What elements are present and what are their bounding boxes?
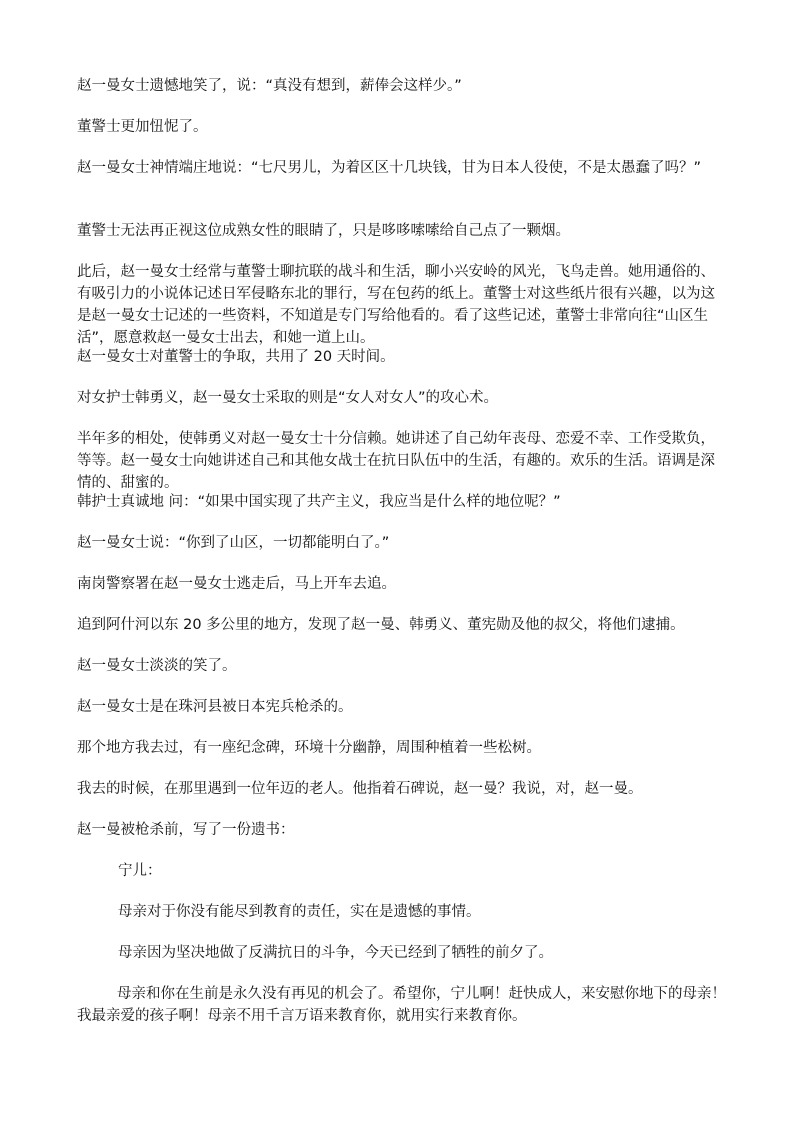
paragraph-2: 董警士更加忸怩了。 [77, 119, 208, 135]
letter-line-2: 母亲因为坚决地做了反满抗日的斗争，今天已经到了牺牲的前夕了。 [118, 945, 553, 961]
paragraph-17: 赵一曼被枪杀前，写了一份遗书： [77, 822, 295, 838]
paragraph-12: 追到阿什河以东 20 多公里的地方，发现了赵一曼、韩勇义、董宪勋及他的叔父，将他们逮捕。 [77, 617, 685, 633]
paragraph-5: 此后，赵一曼女士经常与董警士聊抗联的战斗和生活，聊小兴安岭的风光，飞鸟走兽。她用通俗的、有吸引力的小说体记述日军侵略东北的罪行，写在包药的纸上。董警士对这些纸片很有兴趣，以为这是赵一曼女士记述的一些资料，不知道是专门写给他看的。看了这些记述，董警士非常向往“山区生活”，愿意救赵一曼女士出去，和她一道上山。 [77, 264, 715, 346]
paragraph-14: 赵一曼女士是在珠河县被日本宪兵枪杀的。 [77, 699, 353, 715]
paragraph-8: 半年多的相处，使韩勇义对赵一曼女士十分信赖。她讲述了自己幼年丧母、恋爱不幸、工作受欺负，等等。赵一曼女士向她讲述自己和其他女战士在抗日队伍中的生活，有趣的。欢乐的生活。语调是深情的、甜蜜的。 [77, 431, 715, 491]
letter-salutation: 宁儿： [118, 863, 162, 879]
paragraph-13: 赵一曼女士淡淡的笑了。 [77, 658, 237, 674]
letter-line-3: 母亲和你在生前是永久没有再见的机会了。希望你，宁儿啊！赶快成人，来安慰你地下的母亲！我最亲爱的孩子啊！母亲不用千言万语来教育你，就用实行来教育你。 [77, 986, 726, 1024]
paragraph-10: 赵一曼女士说：“你到了山区，一切都能明白了。” [77, 535, 390, 551]
paragraph-3: 赵一曼女士神情端庄地说：“七尺男儿，为着区区十几块钱，甘为日本人役使，不是太愚蠢了吗？” [77, 160, 702, 176]
paragraph-1: 赵一曼女士遗憾地笑了，说：“真没有想到，薪俸会这样少。” [77, 78, 462, 94]
paragraph-4: 董警士无法再正视这位成熟女性的眼睛了，只是哆哆嗦嗦给自己点了一颗烟。 [77, 223, 570, 239]
paragraph-9: 韩护士真诚地 问：“如果中国实现了共产主义，我应当是什么样的地位呢？” [77, 494, 561, 510]
paragraph-16: 我去的时候，在那里遇到一位年迈的老人。他指着石碑说，赵一曼？我说，对，赵一曼。 [77, 781, 643, 797]
paragraph-11: 南岗警察署在赵一曼女士逃走后，马上开车去追。 [77, 576, 396, 592]
paragraph-15: 那个地方我去过，有一座纪念碑，环境十分幽静，周围种植着一些松树。 [77, 740, 541, 756]
paragraph-7: 对女护士韩勇义，赵一曼女士采取的则是“女人对女人”的攻心术。 [77, 390, 499, 406]
paragraph-6: 赵一曼女士对董警士的争取，共用了 20 天时间。 [77, 349, 395, 365]
letter-line-1: 母亲对于你没有能尽到教育的责任，实在是遗憾的事情。 [118, 904, 481, 920]
